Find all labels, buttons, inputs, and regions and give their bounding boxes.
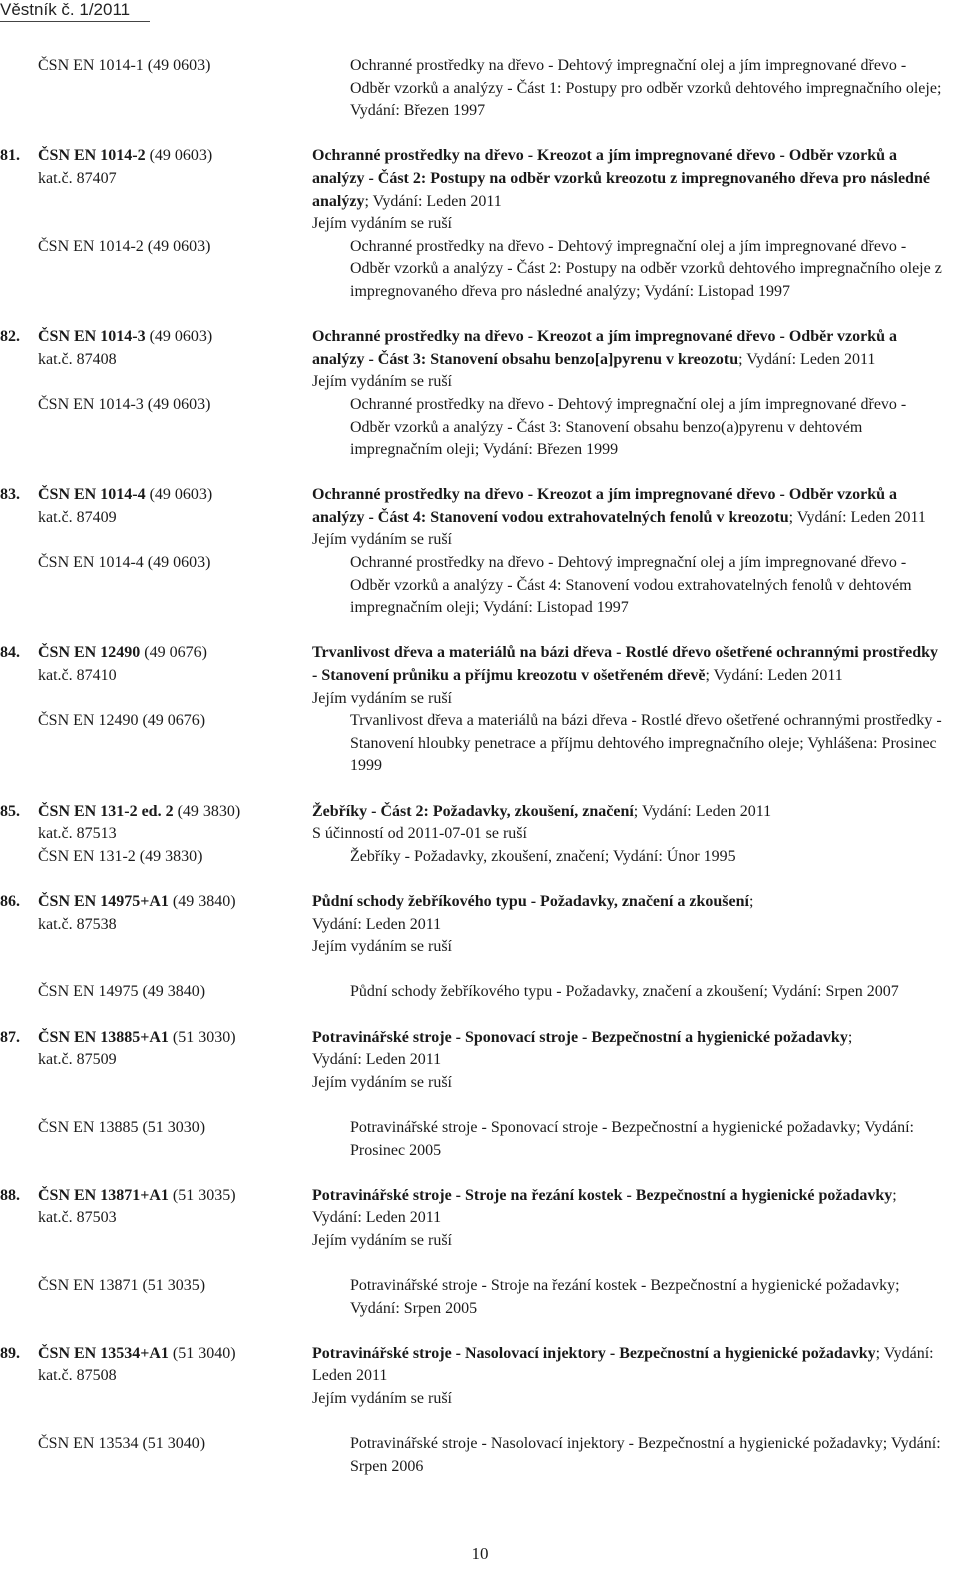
replacement-note: S účinností od 2011-07-01 se ruší	[312, 825, 527, 843]
new-standard-title: Potravinářské stroje - Nasolovací injektory - Bezpečnostní a hygienické požadavky	[312, 1344, 876, 1362]
new-standard-title: Potravinářské stroje - Sponovací stroje - Bezpečnostní a hygienické požadavky	[312, 1028, 848, 1046]
new-standard-code: ČSN EN 13534+A1	[38, 1344, 169, 1362]
entry-number: 81.	[0, 147, 20, 165]
new-standard-title: Ochranné prostředky na dřevo - Kreozot a jím impregnované dřevo - Odběr vzorků a analýzy - Část 3: Stanovení obsahu benzo[a]pyrenu v kreozotu	[312, 328, 897, 368]
classification: (49 3840)	[168, 892, 236, 910]
classification: (49 0603)	[145, 147, 213, 165]
old-standard-code: ČSN EN 12490 (49 0676)	[38, 712, 206, 730]
catalog-number: kat.č. 87407	[38, 169, 117, 187]
issue-date: ; Vydání: Leden 2011	[312, 1186, 897, 1227]
classification: (51 3030)	[168, 1028, 236, 1046]
classification: (49 0603)	[145, 486, 213, 504]
entry-number: 86.	[0, 892, 20, 910]
standard-code: ČSN EN 1014-1 (49 0603)	[38, 57, 211, 74]
new-standard-title: Ochranné prostředky na dřevo - Kreozot a jím impregnované dřevo - Odběr vzorků a analýzy - Část 4: Stanovení vodou extrahovatelných fenolů v kreozotu	[312, 486, 897, 526]
issue-date: Vydání: Leden 2011	[312, 1051, 442, 1069]
new-standard-code: ČSN EN 1014-2	[38, 147, 146, 165]
issue-date: ; Vydání: Leden 2011	[633, 802, 772, 820]
new-standard-code: ČSN EN 13885+A1	[38, 1028, 169, 1046]
entry-number: 82.	[0, 328, 20, 346]
issue-date: ; Vydání: Leden 2011	[705, 667, 843, 685]
old-standard-code: ČSN EN 14975 (49 3840)	[38, 983, 206, 1001]
entry-number: 87.	[0, 1028, 20, 1046]
entry-81	[0, 145, 960, 303]
issue-date: ; Vydání: Leden 2011	[312, 1344, 934, 1385]
catalog-number: kat.č. 87509	[38, 1051, 117, 1069]
old-standard-title: Potravinářské stroje - Stroje na řezání kostek - Bezpečnostní a hygienické požadavky; Vydání: Srpen 2005	[350, 1277, 900, 1317]
entry-number: 84.	[0, 644, 20, 662]
new-standard-title: Půdní schody žebříkového typu - Požadavky, značení a zkoušení	[312, 892, 749, 910]
issue-date: ; Vydání: Leden 2011	[738, 350, 876, 368]
old-standard-code: ČSN EN 13885 (51 3030)	[38, 1118, 206, 1136]
standard-title: Ochranné prostředky na dřevo - Dehtový impregnační olej a jím impregnované dřevo - Odběr vzorků a analýzy - Část 1: Postupy pro odběr vzorků dehtového impregnačního oleje; Vydání: Březen 1997	[350, 57, 942, 120]
replacement-note: Jejím vydáním se ruší	[312, 215, 452, 233]
old-standard-title: Ochranné prostředky na dřevo - Dehtový impregnační olej a jím impregnované dřevo - Odběr vzorků a analýzy - Část 2: Postupy na odběr vzorků dehtového impregnačního oleje z impregnovaného dřeva pro následné analýzy; Vydání: Listopad 1997	[350, 237, 942, 300]
old-standard-title: Žebříky - Požadavky, zkoušení, značení; Vydání: Únor 1995	[350, 847, 736, 865]
catalog-number: kat.č. 87513	[38, 825, 117, 843]
catalog-number: kat.č. 87538	[38, 915, 117, 933]
header-rule	[0, 21, 150, 22]
issue-date: ; Vydání: Leden 2011	[364, 192, 502, 210]
title-separator: ;	[847, 1028, 853, 1046]
new-standard-title: Ochranné prostředky na dřevo - Kreozot a jím impregnované dřevo - Odběr vzorků a analýzy - Část 2: Postupy na odběr vzorků kreozotu z impregnovaného dřeva pro následné analýzy	[312, 147, 930, 210]
entry-number: 85.	[0, 802, 20, 820]
entry-87	[0, 1027, 960, 1163]
issue-date: ; Vydání: Leden 2011	[788, 508, 926, 526]
old-standard-code: ČSN EN 1014-4 (49 0603)	[38, 554, 211, 572]
classification: (51 3035)	[168, 1186, 236, 1204]
classification: (49 0603)	[145, 328, 213, 346]
replacement-note: Jejím vydáním se ruší	[312, 373, 452, 391]
entry-85	[0, 801, 960, 869]
entry-84	[0, 642, 960, 778]
catalog-number: kat.č. 87410	[38, 667, 117, 685]
catalog-number: kat.č. 87508	[38, 1367, 117, 1385]
standards-list	[0, 55, 960, 1501]
new-standard-code: ČSN EN 14975+A1	[38, 892, 169, 910]
old-standard-code: ČSN EN 1014-2 (49 0603)	[38, 237, 211, 255]
replacement-note: Jejím vydáním se ruší	[312, 938, 452, 956]
old-standard-title: Ochranné prostředky na dřevo - Dehtový impregnační olej a jím impregnované dřevo - Odběr vzorků a analýzy - Část 3: Stanovení obsahu benzo(a)pyrenu v dehtovém impregnačním oleji; Vydání: Březen 1999	[350, 395, 907, 459]
new-standard-code: ČSN EN 1014-4	[38, 486, 146, 504]
old-standard-title: Trvanlivost dřeva a materiálů na bázi dřeva - Rostlé dřevo ošetřené ochrannými prostředky - Stanovení hloubky penetrace a příjmu dehtového impregnačního oleje; Vyhlášena: Prosinec 1999	[350, 712, 942, 775]
old-standard-title: Potravinářské stroje - Nasolovací injektory - Bezpečnostní a hygienické požadavky; Vydání: Srpen 2006	[350, 1435, 941, 1475]
old-standard-title: Ochranné prostředky na dřevo - Dehtový impregnační olej a jím impregnované dřevo - Odběr vzorků a analýzy - Část 4: Stanovení vodou extrahovatelných fenolů v dehtovém impregnačním oleji; Vydání: Listopad 1997	[350, 554, 912, 617]
entry-continuation	[0, 55, 960, 123]
old-standard-title: Potravinářské stroje - Sponovací stroje - Bezpečnostní a hygienické požadavky; Vydání: Prosinec 2005	[350, 1118, 914, 1159]
replacement-note: Jejím vydáním se ruší	[312, 1073, 452, 1091]
new-standard-title: Trvanlivost dřeva a materiálů na bázi dřeva - Rostlé dřevo ošetřené ochrannými prostředky - Stanovení průniku a příjmu kreozotu v ošetřeném dřevě	[312, 644, 939, 685]
page-number: 10	[471, 1544, 489, 1563]
classification: (49 3830)	[173, 802, 241, 820]
entry-86	[0, 891, 960, 1004]
new-standard-title: Žebříky - Část 2: Požadavky, zkoušení, značení	[312, 802, 634, 820]
old-standard-code: ČSN EN 1014-3 (49 0603)	[38, 395, 211, 413]
old-standard-title: Půdní schody žebříkového typu - Požadavky, značení a zkoušení; Vydání: Srpen 2007	[350, 983, 899, 1001]
entry-number: 88.	[0, 1186, 20, 1204]
catalog-number: kat.č. 87503	[38, 1209, 117, 1227]
entry-number: 89.	[0, 1344, 20, 1362]
new-standard-code: ČSN EN 13871+A1	[38, 1186, 169, 1204]
replacement-note: Jejím vydáním se ruší	[312, 531, 452, 549]
new-standard-code: ČSN EN 1014-3	[38, 328, 146, 346]
old-standard-code: ČSN EN 13534 (51 3040)	[38, 1435, 206, 1453]
replacement-note: Jejím vydáním se ruší	[312, 1390, 452, 1408]
entry-82	[0, 326, 960, 462]
old-standard-code: ČSN EN 13871 (51 3035)	[38, 1277, 206, 1295]
catalog-number: kat.č. 87408	[38, 350, 117, 368]
new-standard-code: ČSN EN 12490	[38, 644, 141, 662]
running-header: Věstník č. 1/2011	[0, 0, 131, 19]
catalog-number: kat.č. 87409	[38, 508, 117, 526]
new-standard-code: ČSN EN 131-2 ed. 2	[38, 802, 174, 820]
classification: (49 0676)	[140, 644, 207, 662]
new-standard-title: Potravinářské stroje - Stroje na řezání kostek - Bezpečnostní a hygienické požadavky	[312, 1186, 893, 1204]
old-standard-code: ČSN EN 131-2 (49 3830)	[38, 847, 203, 865]
entry-88	[0, 1185, 960, 1321]
issue-date: Vydání: Leden 2011	[312, 915, 442, 933]
entry-83	[0, 484, 960, 620]
replacement-note: Jejím vydáním se ruší	[312, 1231, 452, 1249]
title-separator: ;	[748, 892, 754, 910]
replacement-note: Jejím vydáním se ruší	[312, 689, 452, 707]
entry-number: 83.	[0, 486, 20, 504]
entry-89	[0, 1343, 960, 1479]
classification: (51 3040)	[168, 1344, 236, 1362]
